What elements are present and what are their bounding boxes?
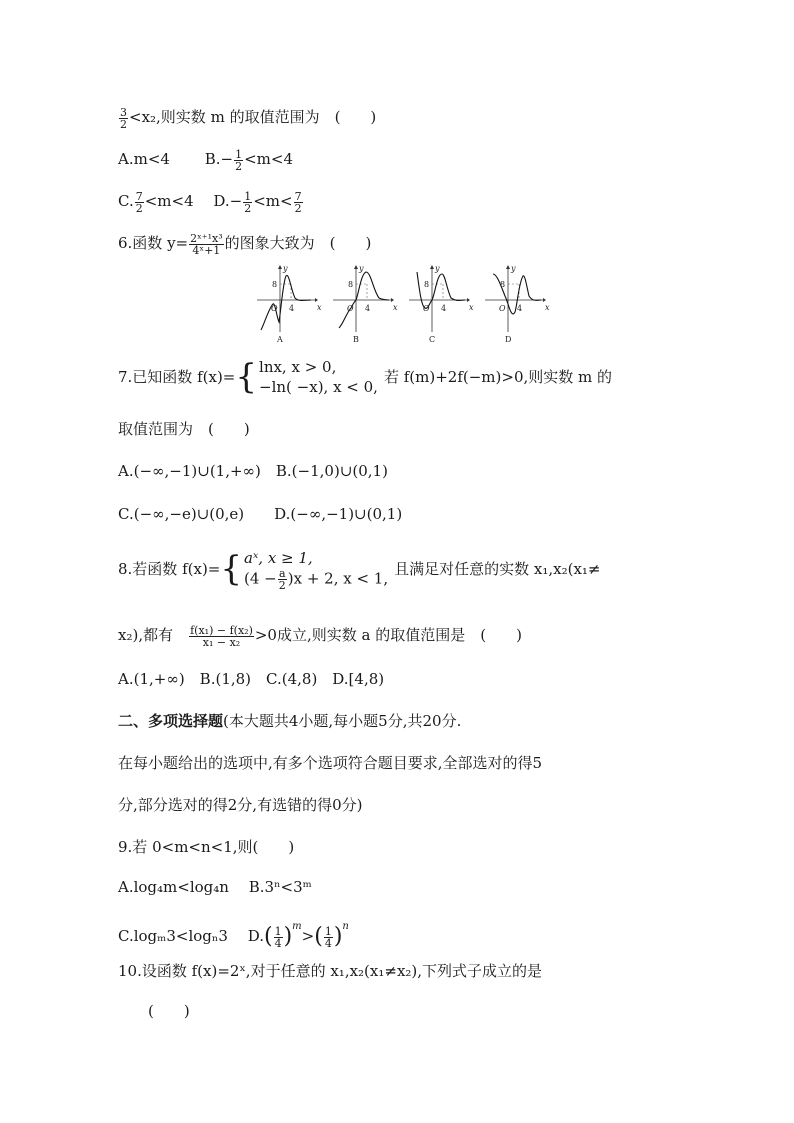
y-axis-label: y [283,264,288,273]
section2-header: 二、多项选择题(本大题共4小题,每小题5分,共20分. [118,712,462,730]
y-axis-label: y [511,264,516,273]
q7-options-cd: C.(−∞,−e)∪(0,e) D.(−∞,−1)∪(0,1) [118,505,403,523]
graph-option-label: C [429,335,436,344]
q6-fraction: $\frac{\text{2ˣ⁺¹x³}}{\text{4ˣ+1}}$ [190,231,223,257]
section2-title: 二、多项选择题 [118,712,224,730]
q7-stem: 7.已知函数 f(x)={ lnx, x > 0, −ln( −x), x < 0, 若 f(m)+2f(−m)>0,则实数 m 的 [118,357,613,397]
y-axis-arrow [430,265,434,269]
q10-stem: 10.设函数 f(x)=2ˣ,对于任意的 x₁,x₂(x₁≠x₂),下列式子成立的是 [118,962,543,980]
q6-stem: 6.函数 y= $\frac{\text{2ˣ⁺¹x³}}{\text{4ˣ+1}}$ 的图象大致为 ( ) [118,231,372,257]
function-curve [261,275,311,330]
q9-option-b: B.3ⁿ<3ᵐ [248,878,312,896]
tick-label-4: 4 [365,304,371,313]
q5-options-cd [118,190,304,214]
q5-option-a: A.m<4 [118,150,170,168]
x-axis-label: x [317,303,322,312]
q8-stem: 8.若函数 f(x)={ aˣ, x ≥ 1, (4 − $\frac{a}{2}$ )x + 2, x < 1, 且满足对任意的实数 x₁,x₂(x₁≠ [118,548,601,592]
q7-stem-line2: 取值范围为 ( ) [118,420,250,438]
q10-paren: ( ) [148,1002,190,1020]
q8-options: A.(1,+∞) B.(1,8) C.(4,8) D.[4,8) [118,670,385,688]
y-axis-label: y [359,264,364,273]
graph-option-label: D [505,335,512,344]
q9-option-c: C.logₘ3<logₙ3 [118,927,228,945]
section2-line3: 分,部分选对的得2分,有选错的得0分) [118,796,363,814]
graph-option-label: A [277,335,283,344]
q8-stem-line2: x₂),都有 $\frac{\text{f(x₁) − f(x₂)}}{\text{x₁ − x₂}}$ >0成立,则实数 a 的取值范围是 ( ) [118,623,522,649]
section2-line2: 在每小题给出的选项中,有多个选项符合题目要求,全部选对的得5 [118,754,543,772]
q5-option-c: C. $\frac{7}{2}$ <m<4 [118,189,194,215]
q6-graph-options [255,262,550,344]
q5-option-d: D.− $\frac{1}{2}$ <m< $\frac{7}{2}$ [213,189,302,215]
graph-a [257,264,322,344]
y-axis-arrow [354,265,358,269]
q5-fraction: $\frac{3}{2}$ [120,105,127,131]
q9-options-ab [118,876,312,898]
q9-stem: 9.若 0<m<n<1,则( ) [118,838,295,856]
q9-options-cd [118,916,349,949]
origin-label: O [423,304,430,313]
tick-label-4: 4 [441,304,447,313]
function-curve [417,272,465,308]
tick-label-8: 8 [348,280,354,289]
q9-option-a: A.log₄m<log₄n [118,878,229,896]
q8-brace: { [220,549,243,589]
tick-label-4: 4 [517,304,523,313]
graph-option-label: B [353,335,359,344]
tick-label-8: 8 [500,280,506,289]
q5-option-b: B.− $\frac{1}{2}$ <m<4 [204,147,293,173]
q9-option-d: D.( $\frac{1}{4}$ )$^m$>( $\frac{1}{4}$ )$^n$ [247,921,349,950]
y-axis-label: y [435,264,440,273]
y-axis-arrow [278,265,282,269]
q8-fraction: $\frac{\text{f(x₁) − f(x₂)}}{\text{x₁ − x₂}}$ [190,623,253,649]
origin-label: O [499,304,506,313]
q6-graphs-svg [255,262,550,344]
x-axis-arrow [543,298,546,302]
tick-label-8: 8 [424,280,430,289]
origin-label: O [271,304,278,313]
y-axis-arrow [506,265,510,269]
x-axis-arrow [391,298,394,302]
x-axis-arrow [467,298,470,302]
x-axis-label: x [469,303,474,312]
graph-d [485,264,550,344]
graph-b [333,264,398,344]
q8-pieces: aˣ, x ≥ 1, (4 − $\frac{a}{2}$ )x + 2, x < 1, [244,548,389,592]
x-axis-arrow [315,298,318,302]
graph-c [409,264,474,344]
q7-options-ab: A.(−∞,−1)∪(1,+∞) B.(−1,0)∪(0,1) [118,462,388,480]
q5-options-ab [118,148,293,172]
x-axis-label: x [393,303,398,312]
tick-label-4: 4 [289,304,295,313]
q5-stem-tail: $\frac{3}{2}$ <x₂,则实数 m 的取值范围为 ( ) [120,105,377,131]
origin-label: O [347,304,354,313]
x-axis-label: x [545,303,550,312]
q7-pieces: lnx, x > 0, −ln( −x), x < 0, [259,358,378,396]
q7-brace: { [235,357,258,397]
tick-label-8: 8 [272,280,278,289]
